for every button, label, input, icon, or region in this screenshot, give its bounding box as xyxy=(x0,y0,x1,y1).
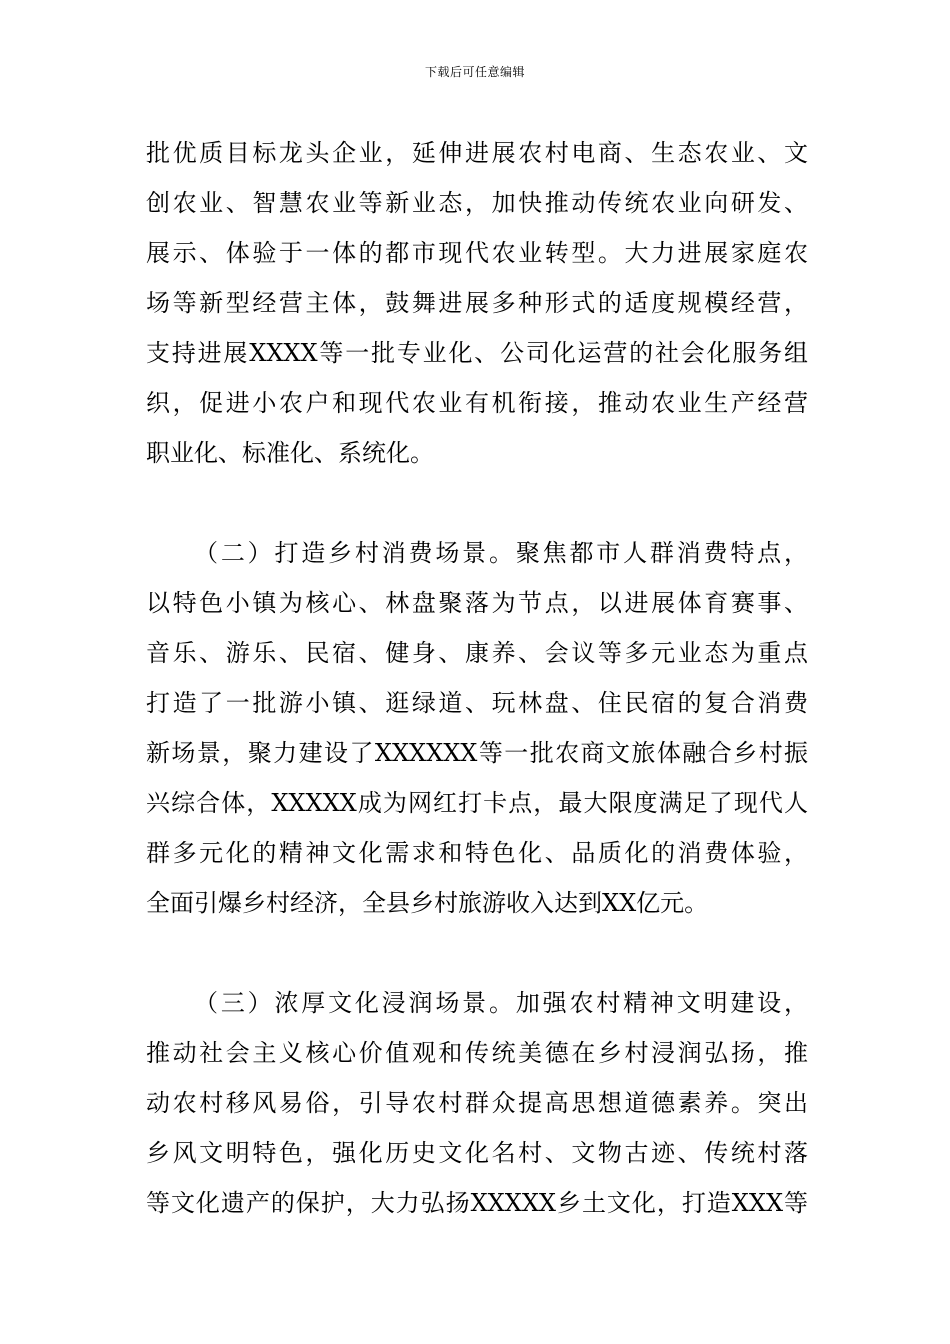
paragraph-3-line-2: 推动社会主义核心价值观和传统美德在乡村浸润弘扬，推 xyxy=(146,1039,808,1067)
paragraph-3-line-5: 等文化遗产的保护，大力弘扬XXXXX乡土文化，打造XXX等 xyxy=(146,1189,808,1217)
paragraph-1-line-7: 职业化、标准化、系统化。 xyxy=(146,439,434,467)
paragraph-2-line-1: （二）打造乡村消费场景。聚焦都市人群消费特点， xyxy=(194,539,808,567)
paragraph-3-line-1: （三）浓厚文化浸润场景。加强农村精神文明建设， xyxy=(194,989,808,1017)
paragraph-2-line-3: 音乐、游乐、民宿、健身、康养、会议等多元业态为重点 xyxy=(146,639,808,667)
paragraph-2-line-2: 以特色小镇为核心、林盘聚落为节点，以进展体育赛事、 xyxy=(146,589,808,617)
paragraph-1-line-3: 展示、体验于一体的都市现代农业转型。大力进展家庭农 xyxy=(146,239,808,267)
paragraph-1-line-1: 批优质目标龙头企业，延伸进展农村电商、生态农业、文 xyxy=(146,139,808,167)
paragraph-1-line-6: 织，促进小农户和现代农业有机衔接，推动农业生产经营 xyxy=(146,389,808,417)
paragraph-2-line-6: 兴综合体，XXXXX成为网红打卡点，最大限度满足了现代人 xyxy=(146,789,808,817)
paragraph-1-line-4: 场等新型经营主体，鼓舞进展多种形式的适度规模经营， xyxy=(146,289,808,317)
paragraph-1-line-5: 支持进展XXXX等一批专业化、公司化运营的社会化服务组 xyxy=(146,339,808,367)
paragraph-2-line-5: 新场景，聚力建设了XXXXXX等一批农商文旅体融合乡村振 xyxy=(146,739,808,767)
paragraph-gap xyxy=(146,928,808,978)
paragraph-2-line-8: 全面引爆乡村经济，全县乡村旅游收入达到XX亿元。 xyxy=(146,889,709,917)
paragraph-2-line-7: 群多元化的精神文化需求和特色化、品质化的消费体验， xyxy=(146,839,808,867)
paragraph-3-line-4: 乡风文明特色，强化历史文化名村、文物古迹、传统村落 xyxy=(146,1139,808,1167)
document-body xyxy=(146,128,808,1228)
paragraph-gap xyxy=(146,478,808,528)
paragraph-2-line-4: 打造了一批游小镇、逛绿道、玩林盘、住民宿的复合消费 xyxy=(146,689,808,717)
paragraph-1-line-2: 创农业、智慧农业等新业态，加快推动传统农业向研发、 xyxy=(146,189,808,217)
page-header: 下载后可任意编辑 xyxy=(424,65,525,79)
paragraph-3-line-3: 动农村移风易俗，引导农村群众提高思想道德素养。突出 xyxy=(146,1089,808,1117)
